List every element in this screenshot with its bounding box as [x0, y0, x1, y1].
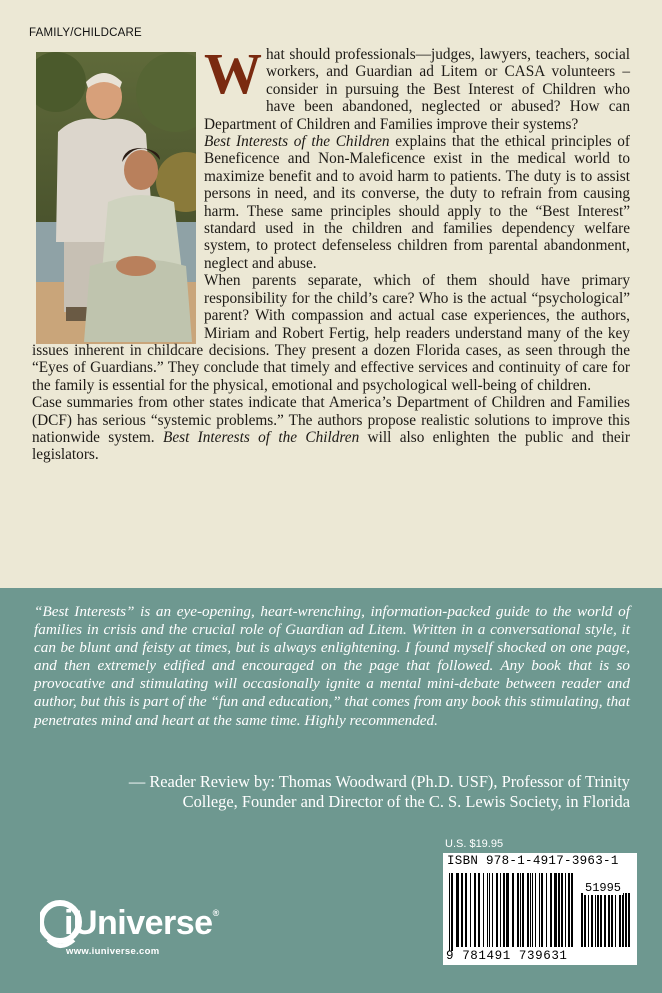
barcode-addon-bar [588, 893, 589, 947]
barcode-bar [483, 873, 484, 947]
barcode-bar [527, 873, 529, 947]
barcode-addon-bar [611, 893, 613, 947]
barcode-bar [500, 873, 501, 947]
barcode-bar [550, 873, 552, 947]
barcode-bar [568, 873, 570, 947]
intro-paragraph-4-start: Case summaries from other states indicate that America’s Department of Children and Families (DCF) has serious “systemic problems.” The authors propose realistic solutions to improve this nationwide system. [32, 394, 630, 446]
barcode-addon-bar [615, 893, 616, 947]
barcode-bar [503, 873, 505, 947]
barcode-addon-bar [608, 893, 610, 947]
barcode-bar [512, 873, 514, 947]
barcode-addon-bar [622, 893, 624, 947]
book-title-inline: Best Interests of the Children [204, 133, 390, 151]
intro-paragraph-1: hat should professionals—judges, lawyers, teachers, social workers, and Guardian ad Litem or CASA volunteers –consider in pursuing the Best Interest of Children who have been abandoned, neglected or abused? How can Department of Children and Families improve their systems? [204, 46, 630, 133]
barcode-addon-bar [619, 893, 621, 947]
barcode-bar [456, 873, 459, 947]
barcode-bar [474, 873, 476, 947]
isbn-text: ISBN 978-1-4917-3963-1 [447, 854, 619, 868]
barcode-addon-bar [600, 893, 602, 947]
review-attribution: — Reader Review by: Thomas Woodward (Ph.D. USF), Professor of Trinity College, Founder and Director of the C. S. Lewis Society, in Florida [128, 772, 630, 811]
barcode-bar [561, 873, 563, 947]
barcode-addon-bar [625, 893, 627, 947]
barcode-addon-bar [628, 893, 630, 947]
barcode-bar [461, 873, 463, 947]
registered-mark: ® [212, 908, 219, 918]
barcode-addon-bar [584, 893, 586, 947]
barcode-addon-bar [597, 893, 599, 947]
barcode-bar [520, 873, 521, 947]
barcode-bar [506, 873, 509, 947]
intro-paragraph-3: When parents separate, which of them should have primary responsibility for the child’s care? Who is the actual “psychological” parent? With compassion and actual case experiences, the authors, Miriam and Robert Fertig, help readers understand many of the key issues inherent in childcare decisions. They present a dozen Florida cases, as seen through the “Eyes of Guardians.” They conclude that timely and effective services and continuity of care for the family is essential for the physical, emotional and psychological well-being of children. [32, 272, 630, 394]
barcode-bar [539, 873, 540, 947]
barcode-bar [478, 873, 480, 947]
intro-paragraph-4 [32, 394, 630, 464]
intro-text [32, 41, 631, 464]
barcode-addon-bar [591, 893, 593, 947]
barcode-bar [565, 873, 566, 947]
category-label: FAMILY/CHILDCARE [29, 27, 142, 39]
barcode-bar [522, 873, 524, 947]
barcode-bar [487, 873, 488, 947]
intro-paragraph-2-text: explains that the ethical principles of Beneficence and Non-Maleficence exist in the medical world to maximize benefit and to avoid harm to patients. The duty is to assist persons in need, and its converse, the duty to refrain from causing harm. These same principles should apply to the “Best Interest” standard used in the children and families dependency welfare system, to protect defenseless children from parental abandonment, neglect and abuse. [204, 133, 630, 272]
barcode-addon-bar [595, 893, 596, 947]
barcode-bar [449, 873, 450, 951]
publisher-url: www.iuniverse.com [66, 946, 160, 957]
photo-wrap-spacer [32, 46, 204, 329]
review-quote: “Best Interests” is an eye-opening, heart-wrenching, information-packed guide to the world of families in crisis and the crucial role of Guardian ad Litem. Written in a conversational style, it can be blunt and feisty at times, but is always enlightening. I found myself shocked on one page, and then extremely edified and encouraged on the page that followed. Any book that is so provocative and stimulating will occasionally ignite a mental mini-debate between reader and author, but this is part of the “fun and education,” that comes from any book this stimulating, that penetrates mind and heart at the same time. Highly recommended. [34, 603, 630, 729]
barcode-bar [470, 873, 471, 947]
barcode-bar [489, 873, 490, 947]
price-code: 51995 [585, 881, 622, 895]
barcode-bar [571, 873, 573, 947]
barcode-bar [541, 873, 543, 947]
barcode-addon-bar [604, 893, 606, 947]
barcode-bar [532, 873, 533, 947]
barcode-bar [451, 873, 453, 951]
intro-paragraph-4-end: will also enlighten the public and their legislators. [32, 428, 631, 464]
barcode-bar [496, 873, 498, 947]
barcode-bar [517, 873, 519, 947]
price-label: U.S. $19.95 [445, 838, 504, 850]
barcode-addon-bar [581, 893, 583, 947]
barcode-bar [558, 873, 560, 947]
publisher-name-text: iUniverse [64, 904, 213, 942]
publisher-name [64, 904, 219, 943]
barcode-bar [465, 873, 467, 947]
book-title-inline: Best Interests of the Children [162, 428, 360, 446]
barcode-bar [535, 873, 536, 947]
barcode-bar [530, 873, 531, 947]
barcode-bar [546, 873, 547, 947]
barcode-bar [492, 873, 493, 947]
dropcap: W [204, 41, 262, 106]
barcode-bar [554, 873, 557, 947]
ean-digits: 9 781491 739631 [446, 949, 568, 963]
